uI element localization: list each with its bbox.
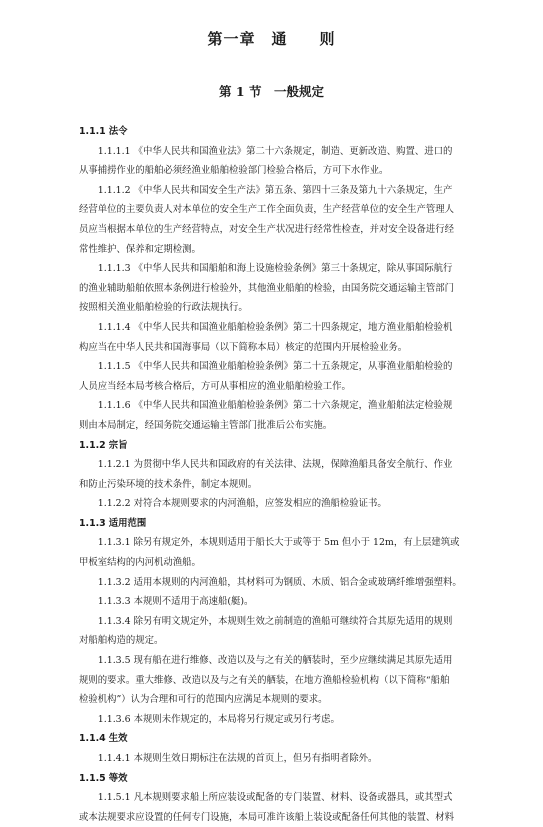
clause-heading	[79, 122, 483, 142]
paragraph-line: 1.1.1.1 《中华人民共和国渔业法》第二十六条规定，制造、更新改造、购置、进口的	[97, 145, 453, 157]
paragraph-line: 员应当根据本单位的生产经营特点，对安全生产状况进行经常性检查，并对安全设备进行经	[79, 223, 455, 235]
paragraph-line: 1.1.1.2 《中华人民共和国安全生产法》第五条、第四十三条及第九十六条规定，生产	[97, 184, 453, 196]
paragraph-line: 构应当在中华人民共和国海事局（以下简称本局）核定的范围内开展检验业务。	[79, 341, 408, 353]
paragraph-line: 1.1.3.5 现有船在进行维修、改造以及与之有关的舾装时，至少应继续满足其原先适用	[97, 655, 453, 667]
clause-paragraph	[79, 573, 483, 593]
paragraph-line: 1.1.3.4 除另有明文规定外，本规则生效之前制造的渔船可继续符合其原先适用的规则	[97, 615, 453, 627]
clause-paragraph	[79, 494, 483, 514]
paragraph-line: 1.1.3.2 适用本规则的内河渔船，其材料可为钢质、木质、铝合金或玻璃纤维增强塑料。	[97, 576, 462, 588]
clause-paragraph	[79, 710, 483, 730]
clause-heading	[79, 729, 483, 749]
paragraph-line: 规则的要求。重大维修、改造以及与之有关的舾装，在地方渔船检验机构（以下简称“船舶	[79, 674, 450, 686]
paragraph-line: 1.1.4.1 本规则生效日期标注在法规的首页上，但另有指明者除外。	[97, 753, 378, 764]
paragraph-line: 常性维护、保养和定期检测。	[79, 243, 201, 255]
paragraph-line: 1.1.1.3 《中华人民共和国船舶和海上设施检验条例》第三十条规定，除从事国际航行	[97, 263, 453, 275]
paragraph-line: 甲板室结构的内河机动渔船。	[79, 557, 201, 569]
paragraph-line: 1.1.1.4 《中华人民共和国渔业船舶检验条例》第二十四条规定，地方渔业船舶检验机	[97, 321, 453, 333]
paragraph-line: 或本法规要求应设置的任何专门设施，本局可准许该船上装设或配备任何其他的装置、材料	[79, 811, 455, 823]
clause-paragraph	[79, 651, 483, 710]
clause-number: 1.1.1	[79, 126, 106, 137]
clause-paragraph	[79, 788, 483, 827]
paragraph-line: 则由本局制定，经国务院交通运输主管部门批准后公布实施。	[79, 419, 333, 431]
clause-title: 宗旨	[108, 439, 128, 451]
clause-number: 1.1.3	[79, 517, 106, 529]
clause-heading	[79, 769, 483, 789]
clause-number: 1.1.4	[79, 733, 106, 745]
clause-paragraph	[79, 396, 483, 435]
clause-number: 1.1.5	[79, 772, 106, 784]
clause-paragraph	[79, 533, 483, 572]
clause-paragraph	[79, 259, 483, 318]
clause-title: 等效	[108, 772, 128, 784]
clause-paragraph	[79, 142, 483, 181]
clause-paragraph	[79, 357, 483, 396]
paragraph-line: 经营单位的主要负责人对本单位的安全生产工作全面负责，生产经营单位的安全生产管理人	[79, 204, 455, 216]
clause-paragraph	[79, 181, 483, 259]
clause-paragraph	[79, 455, 483, 494]
paragraph-line: 和防止污染环境的技术条件，制定本规则。	[79, 478, 258, 490]
clause-number: 1.1.2	[79, 439, 106, 451]
clause-paragraph	[79, 612, 483, 651]
paragraph-line: 1.1.1.5 《中华人民共和国渔业船舶检验条例》第二十五条规定，从事渔业船舶检验的	[97, 361, 453, 373]
clause-heading	[79, 514, 483, 534]
paragraph-line: 按照相关渔业船舶检验的行政法规执行。	[79, 302, 248, 314]
clause-title: 生效	[108, 733, 128, 745]
clause-heading	[79, 436, 483, 456]
paragraph-line: 1.1.2.2 对符合本规则要求的内河渔船，应签发相应的渔船检验证书。	[97, 498, 387, 510]
paragraph-line: 检验机构”）认为合理和可行的范围内应满足本规则的要求。	[79, 694, 328, 706]
chapter-title: 第一章 通 则	[207, 30, 336, 48]
paragraph-line: 1.1.3.6 本规则未作规定的，本局将另行规定或另行考虑。	[97, 713, 340, 725]
section-title: 第 1 节 一般规定	[219, 84, 324, 99]
paragraph-line: 1.1.5.1 凡本规则要求船上所应装设或配备的专门装置、材料、设备或器具，或其型式	[97, 792, 453, 804]
clause-paragraph	[79, 749, 483, 769]
clause-paragraph	[79, 318, 483, 357]
paragraph-line: 1.1.1.6 《中华人民共和国渔业船舶检验条例》第二十六条规定，渔业船舶法定检验规	[97, 400, 453, 412]
paragraph-line: 人员应当经本局考核合格后，方可从事相应的渔业船舶检验工作。	[79, 380, 351, 392]
paragraph-line: 从事捕捞作业的船舶必须经渔业船舶检验部门检验合格后，方可下水作业。	[79, 165, 389, 177]
clause-title: 适用范围	[108, 517, 147, 529]
paragraph-line: 1.1.2.1 为贯彻中华人民共和国政府的有关法律、法规，保障渔船具备安全航行、作业	[97, 459, 453, 471]
clause-paragraph	[79, 592, 483, 612]
clause-title: 法令	[108, 126, 128, 137]
document-body	[79, 122, 483, 827]
paragraph-line: 1.1.3.1 除另有规定外，本规则适用于船长大于或等于 5m 但小于 12m，有上层建筑或	[97, 537, 460, 549]
paragraph-line: 的渔业辅助船舶依照本条例进行检验外，其他渔业船舶的检验，由国务院交通运输主管部门	[79, 282, 455, 294]
paragraph-line: 对船舶构造的规定。	[79, 635, 164, 647]
paragraph-line: 1.1.3.3 本规则不适用于高速船(艇)。	[97, 596, 254, 608]
